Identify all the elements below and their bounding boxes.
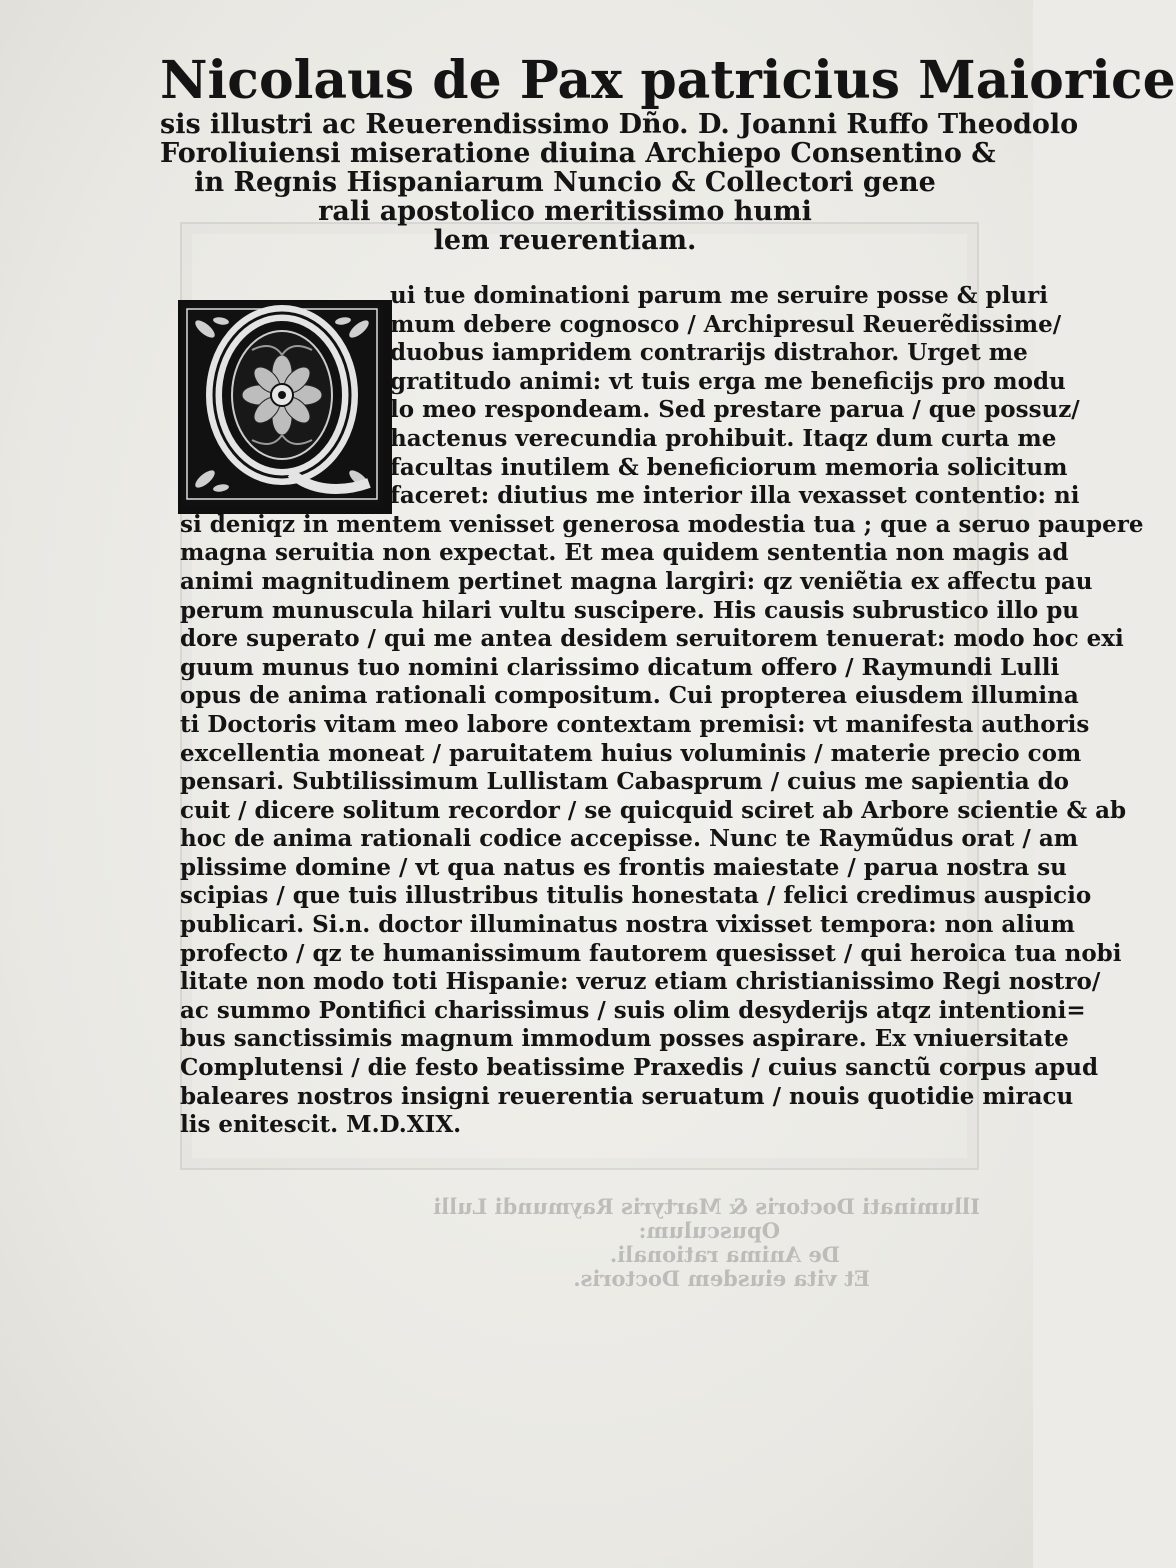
heading-line: sis illustri ac Reuerendissimo Dño. D. Joanni Ruffo Theodolo bbox=[160, 109, 1079, 140]
heading-line: Foroliuiensi miseratione diuina Archiepo Consentino & bbox=[160, 138, 996, 169]
body-line: pensari. Subtilissimum Lullistam Cabasprum / cuius me sapientia do bbox=[180, 768, 1070, 796]
heading-line: lem reuerentiam. bbox=[433, 225, 697, 256]
body-line: ui tue dominationi parum me seruire posse & pluri bbox=[390, 282, 1048, 309]
heading-line: in Regnis Hispaniarum Nuncio & Collectori gene bbox=[194, 167, 936, 198]
show-through-line: Opusculum: bbox=[638, 1218, 780, 1243]
body-line: profecto / qz te humanissimum fautorem quesisset / qui heroica tua nobi bbox=[180, 939, 1122, 967]
body-line: scipias / que tuis illustribus titulis honestata / felici credimus auspicio bbox=[180, 882, 1092, 910]
body-line: lo meo respondeam. Sed prestare parua / que possuz/ bbox=[390, 396, 1080, 424]
body-line: mum debere cognosco / Archipresul Reuerẽdissime/ bbox=[390, 310, 1062, 338]
body-line: perum munuscula hilari vultu suscipere. His causis subrustico illo pu bbox=[180, 596, 1080, 624]
dedication-body bbox=[180, 282, 1144, 1140]
heading-title-line: Nicolaus de Pax patricius Maiorice bbox=[160, 50, 1176, 111]
body-line: ac summo Pontifici charissimus / suis olim desyderijs atqz intentioni= bbox=[180, 996, 1086, 1024]
body-line: guum munus tuo nomini clarissimo dicatum offero / Raymundi Lulli bbox=[180, 653, 1060, 681]
show-through-text bbox=[433, 1194, 980, 1291]
body-line: cuit / dicere solitum recordor / se quicquid sciret ab Arbore scientie & ab bbox=[180, 796, 1127, 824]
body-line: hactenus verecundia prohibuit. Itaqz dum curta me bbox=[390, 424, 1057, 452]
body-line: publicari. Si.n. doctor illuminatus nostra vixisset tempora: non alium bbox=[180, 911, 1075, 939]
body-line: duobus iampridem contrarijs distrahor. Urget me bbox=[390, 339, 1028, 367]
body-line: si deniqz in mentem venisset generosa modestia tua ; que a seruo paupere bbox=[180, 510, 1144, 538]
body-line: ti Doctoris vitam meo labore contextam premisi: vt manifesta authoris bbox=[180, 710, 1090, 738]
show-through-line: Et vita eiusdem Doctoris. bbox=[573, 1266, 870, 1291]
body-line: baleares nostros insigni reuerentia seruatum / nouis quotidie miracu bbox=[180, 1082, 1074, 1110]
body-line: lis enitescit. M.D.XIX. bbox=[180, 1111, 462, 1139]
body-line: gratitudo animi: vt tuis erga me beneficijs pro modu bbox=[390, 367, 1066, 395]
body-line: plissime domine / vt qua natus es frontis maiestate / parua nostra su bbox=[180, 853, 1067, 881]
body-line: Complutensi / die festo beatissime Praxedis / cuius sanctũ corpus apud bbox=[180, 1054, 1099, 1082]
body-line: bus sanctissimis magnum immodum posses aspirare. Ex vniuersitate bbox=[180, 1025, 1069, 1053]
body-line: faceret: diutius me interior illa vexasset contentio: ni bbox=[390, 482, 1080, 510]
body-line: opus de anima rationali compositum. Cui propterea eiusdem illumina bbox=[180, 682, 1079, 710]
dedication-heading bbox=[160, 50, 1176, 256]
show-through-line: De Anima rationali. bbox=[609, 1242, 840, 1267]
body-line: hoc de anima rationali codice accepisse. Nunc te Raymũdus orat / am bbox=[180, 825, 1079, 853]
body-line: excellentia moneat / paruitatem huius voluminis / materie precio com bbox=[180, 739, 1082, 767]
body-line: dore superato / qui me antea desidem seruitorem tenuerat: modo hoc exi bbox=[180, 625, 1124, 653]
body-line: animi magnitudinem pertinet magna largiri: qz veniẽtia ex affectu pau bbox=[180, 567, 1093, 595]
show-through-line: Illuminati Doctoris & Martyris Raymundi Lulli bbox=[433, 1194, 980, 1219]
body-line: litate non modo toti Hispanie: veruz etiam christianissimo Regi nostro/ bbox=[180, 968, 1101, 996]
body-line: magna seruitia non expectat. Et mea quidem sententia non magis ad bbox=[180, 539, 1069, 567]
body-line: facultas inutilem & beneficiorum memoria solicitum bbox=[390, 453, 1068, 481]
heading-line: rali apostolico meritissimo humi bbox=[318, 196, 812, 227]
